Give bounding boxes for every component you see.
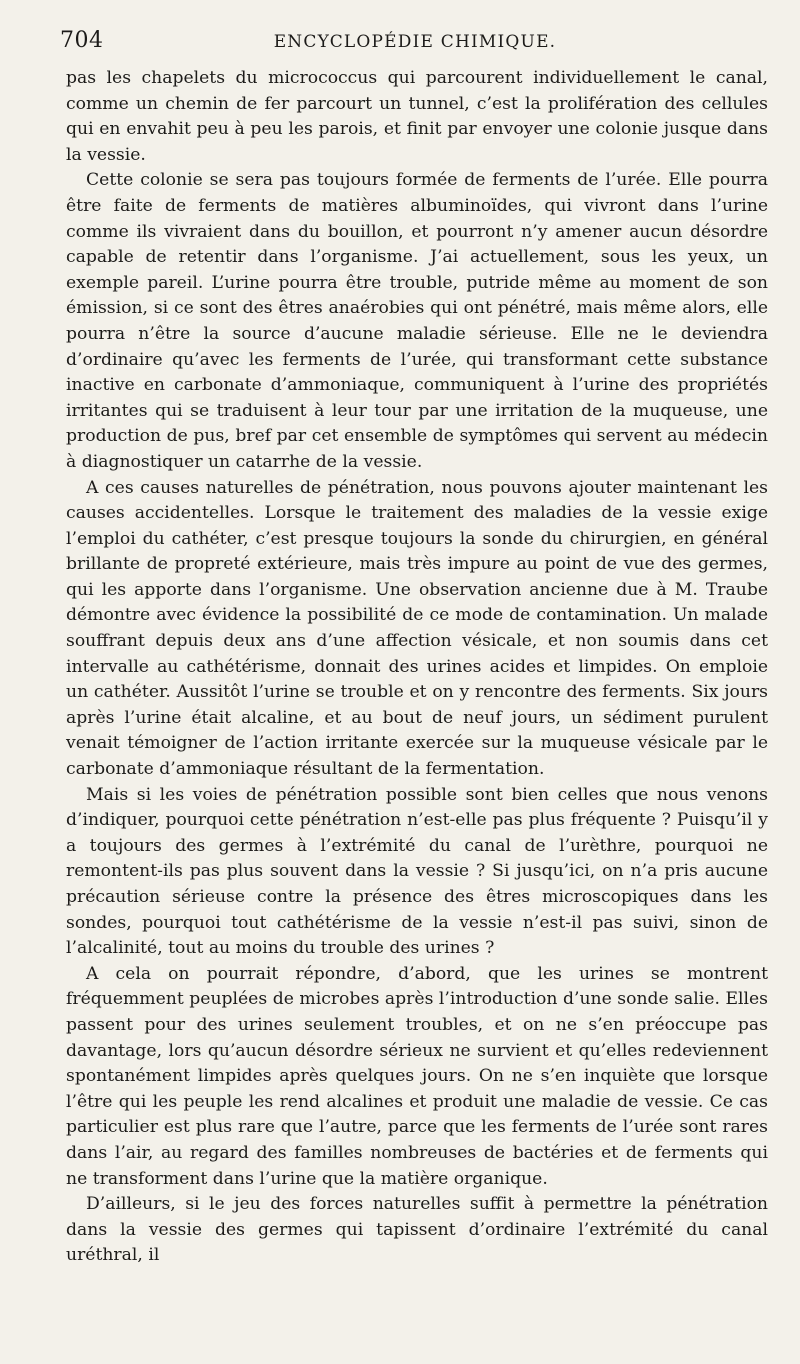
paragraph: D’ailleurs, si le jeu des forces naturelles suffit à permettre la pénétration dans la vessie des germes qui tapissent d’ordinaire l’extrémité du canal uréthral, il	[66, 1194, 768, 1266]
page-number: 704	[60, 28, 104, 53]
paragraph: A cela on pourrait répondre, d’abord, que les urines se montrent fréquemment peuplées de microbes après l’introduction d’une sonde salie. Elles passent pour des urines seulement troubles, et on ne s’en préoccupe pas davantage, lors qu’aucun désordre sérieux ne survient et qu’elles redeviennent spontanément limpides après quelques jours. On ne s’en inquiète que lorsque l’être qui les peuple les rend alcalines et produit une maladie de vessie. Ce cas particulier est plus rare que l’autre, parce que les ferments de l’urée sont rares dans l’air, au regard des familles nombreuses de bactéries et de ferments qui ne transforment dans l’urine que la matière organique.	[66, 963, 768, 1189]
text-body	[66, 66, 768, 1269]
paragraph: A ces causes naturelles de pénétration, nous pouvons ajouter maintenant les causes accidentelles. Lorsque le traitement des maladies de la vessie exige l’emploi du cathéter, c’est presque toujours la sonde du chirurgien, en général brillante de propreté extérieure, mais très impure au point de vue des germes, qui les apporte dans l’organisme. Une observation ancienne due à M. Traube démontre avec évidence la possibilité de ce mode de contamination. Un malade souffrant depuis deux ans d’une affection vésicale, et non soumis dans cet intervalle au cathétérisme, donnait des urines acides et limpides. On emploie un cathéter. Aussitôt l’urine se trouble et on y rencontre des ferments. Six jours après l’urine était alcaline, et au bout de neuf jours, un sédiment purulent venait témoigner de l’action irritante exercée sur la muqueuse vésicale par le carbonate d’ammoniaque résultant de la fermentation.	[66, 477, 768, 780]
page-header	[60, 24, 770, 64]
paragraph-continuation: pas les chapelets du micrococcus qui parcourent individuellement le canal, comme un chemin de fer parcourt un tunnel, c’est la prolifération des cellules qui en envahit peu à peu les parois, et finit par envoyer une colonie jusque dans la vessie.	[66, 68, 768, 165]
paragraph: Cette colonie se sera pas toujours formée de ferments de l’urée. Elle pourra être faite de ferments de matières albuminoïdes, qui vivront dans l’urine comme ils vivraient dans du bouillon, et pourront n’y amener aucun désordre capable de retentir dans l’organisme. J’ai actuellement, sous les yeux, un exemple pareil. L’urine pourra être trouble, putride même au moment de son émission, si ce sont des êtres anaérobies qui ont pénétré, mais même alors, elle pourra n’être la source d’aucune maladie sérieuse. Elle ne le deviendra d’ordinaire qu’avec les ferments de l’urée, qui transformant cette substance inactive en carbonate d’ammoniaque, communiquent à l’urine des propriétés irritantes qui se traduisent à leur tour par une irritation de la muqueuse, une production de pus, bref par cet ensemble de symptômes qui servent au médecin à diagnostiquer un catarrhe de la vessie.	[66, 170, 768, 472]
running-title: ENCYCLOPÉDIE CHIMIQUE.	[273, 32, 557, 52]
paragraph: Mais si les voies de pénétration possible sont bien celles que nous venons d’indiquer, pourquoi cette pénétration n’est-elle pas plus fréquente ? Puisqu’il y a toujours des germes à l’extrémité du canal de l’urèthre, pourquoi ne remontent-ils pas plus souvent dans la vessie ? Si jusqu’ici, on n’a pris aucune précaution sérieuse contre la présence des êtres microscopiques dans les sondes, pourquoi tout cathétérisme de la vessie n’est-il pas suivi, sinon de l’alcalinité, tout au moins du trouble des urines ?	[66, 784, 768, 959]
